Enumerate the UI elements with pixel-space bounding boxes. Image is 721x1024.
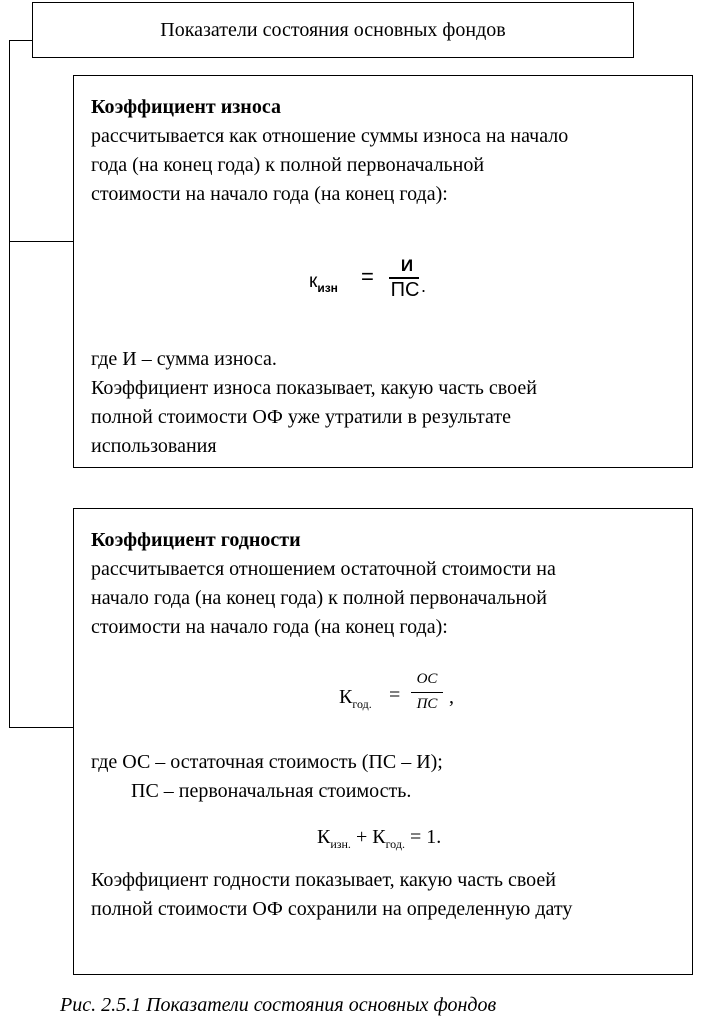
- wear-heading: Коэффициент износа: [91, 96, 281, 118]
- wear-line: стоимости на начало года (на конец года):: [91, 183, 448, 205]
- wear-after-line: использования: [91, 435, 217, 457]
- fitness-after-line: Коэффициент годности показывает, какую часть своей: [91, 869, 556, 891]
- fitness-formula-den: ПС: [416, 696, 438, 712]
- sum-formula: [317, 823, 441, 859]
- fitness-heading: Коэффициент годности: [91, 529, 301, 551]
- wear-formula-num: И: [400, 256, 414, 275]
- fitness-formula-num: ОС: [416, 671, 438, 687]
- sum-k2-sub: год.: [385, 837, 405, 851]
- fitness-after-line: полной стоимости ОФ сохранили на определенную дату: [91, 898, 573, 920]
- wear-line: рассчитывается как отношение суммы износа на начало: [91, 125, 569, 147]
- fitness-formula-eq: =: [389, 684, 401, 706]
- fitness-line: начало года (на конец года) к полной первоначальной: [91, 587, 547, 609]
- title-box: [32, 2, 634, 58]
- wear-formula-den: ПС: [390, 279, 420, 301]
- connector-to-title: [9, 40, 33, 41]
- wear-formula-tail: .: [421, 276, 427, 296]
- figure-caption: Рис. 2.5.1 Показатели состояния основных фондов: [60, 994, 497, 1016]
- wear-formula: [309, 256, 509, 304]
- wear-formula-eq: =: [361, 264, 374, 289]
- fitness-line: рассчитывается отношением остаточной стоимости на: [91, 558, 556, 580]
- fitness-where-1: где ОС – остаточная стоимость (ПС – И);: [91, 751, 443, 773]
- sum-k1: К: [317, 826, 331, 848]
- fitness-formula: [339, 669, 539, 719]
- wear-after-line: где И – сумма износа.: [91, 348, 277, 370]
- fitness-formula-tail: ,: [449, 686, 454, 708]
- diagram-title: Показатели состояния основных фондов: [160, 18, 506, 41]
- fitness-line: стоимости на начало года (на конец года):: [91, 616, 448, 638]
- sum-k2: К: [372, 826, 386, 848]
- wear-coefficient-panel: [73, 75, 693, 468]
- wear-line: года (на конец года) к полной первоначальной: [91, 154, 485, 176]
- connector-to-fitness: [9, 727, 74, 728]
- wear-after-line: полной стоимости ОФ уже утратили в результате: [91, 406, 511, 428]
- wear-after-line: Коэффициент износа показывает, какую часть своей: [91, 377, 537, 399]
- wear-formula-k: к: [309, 271, 318, 292]
- fitness-formula-sub: год.: [352, 697, 372, 711]
- sum-rhs: = 1.: [409, 826, 442, 848]
- connector-vertical: [9, 40, 10, 728]
- wear-formula-sub: изн: [317, 281, 338, 295]
- connector-to-wear: [9, 241, 74, 242]
- fitness-where-2: ПС – первоначальная стоимость.: [131, 780, 412, 802]
- sum-plus: +: [355, 826, 368, 848]
- sum-k1-sub: изн.: [330, 837, 351, 851]
- fitness-fraction-bar: [411, 692, 443, 693]
- fitness-coefficient-panel: [73, 508, 693, 975]
- fitness-formula-k: К: [339, 686, 353, 708]
